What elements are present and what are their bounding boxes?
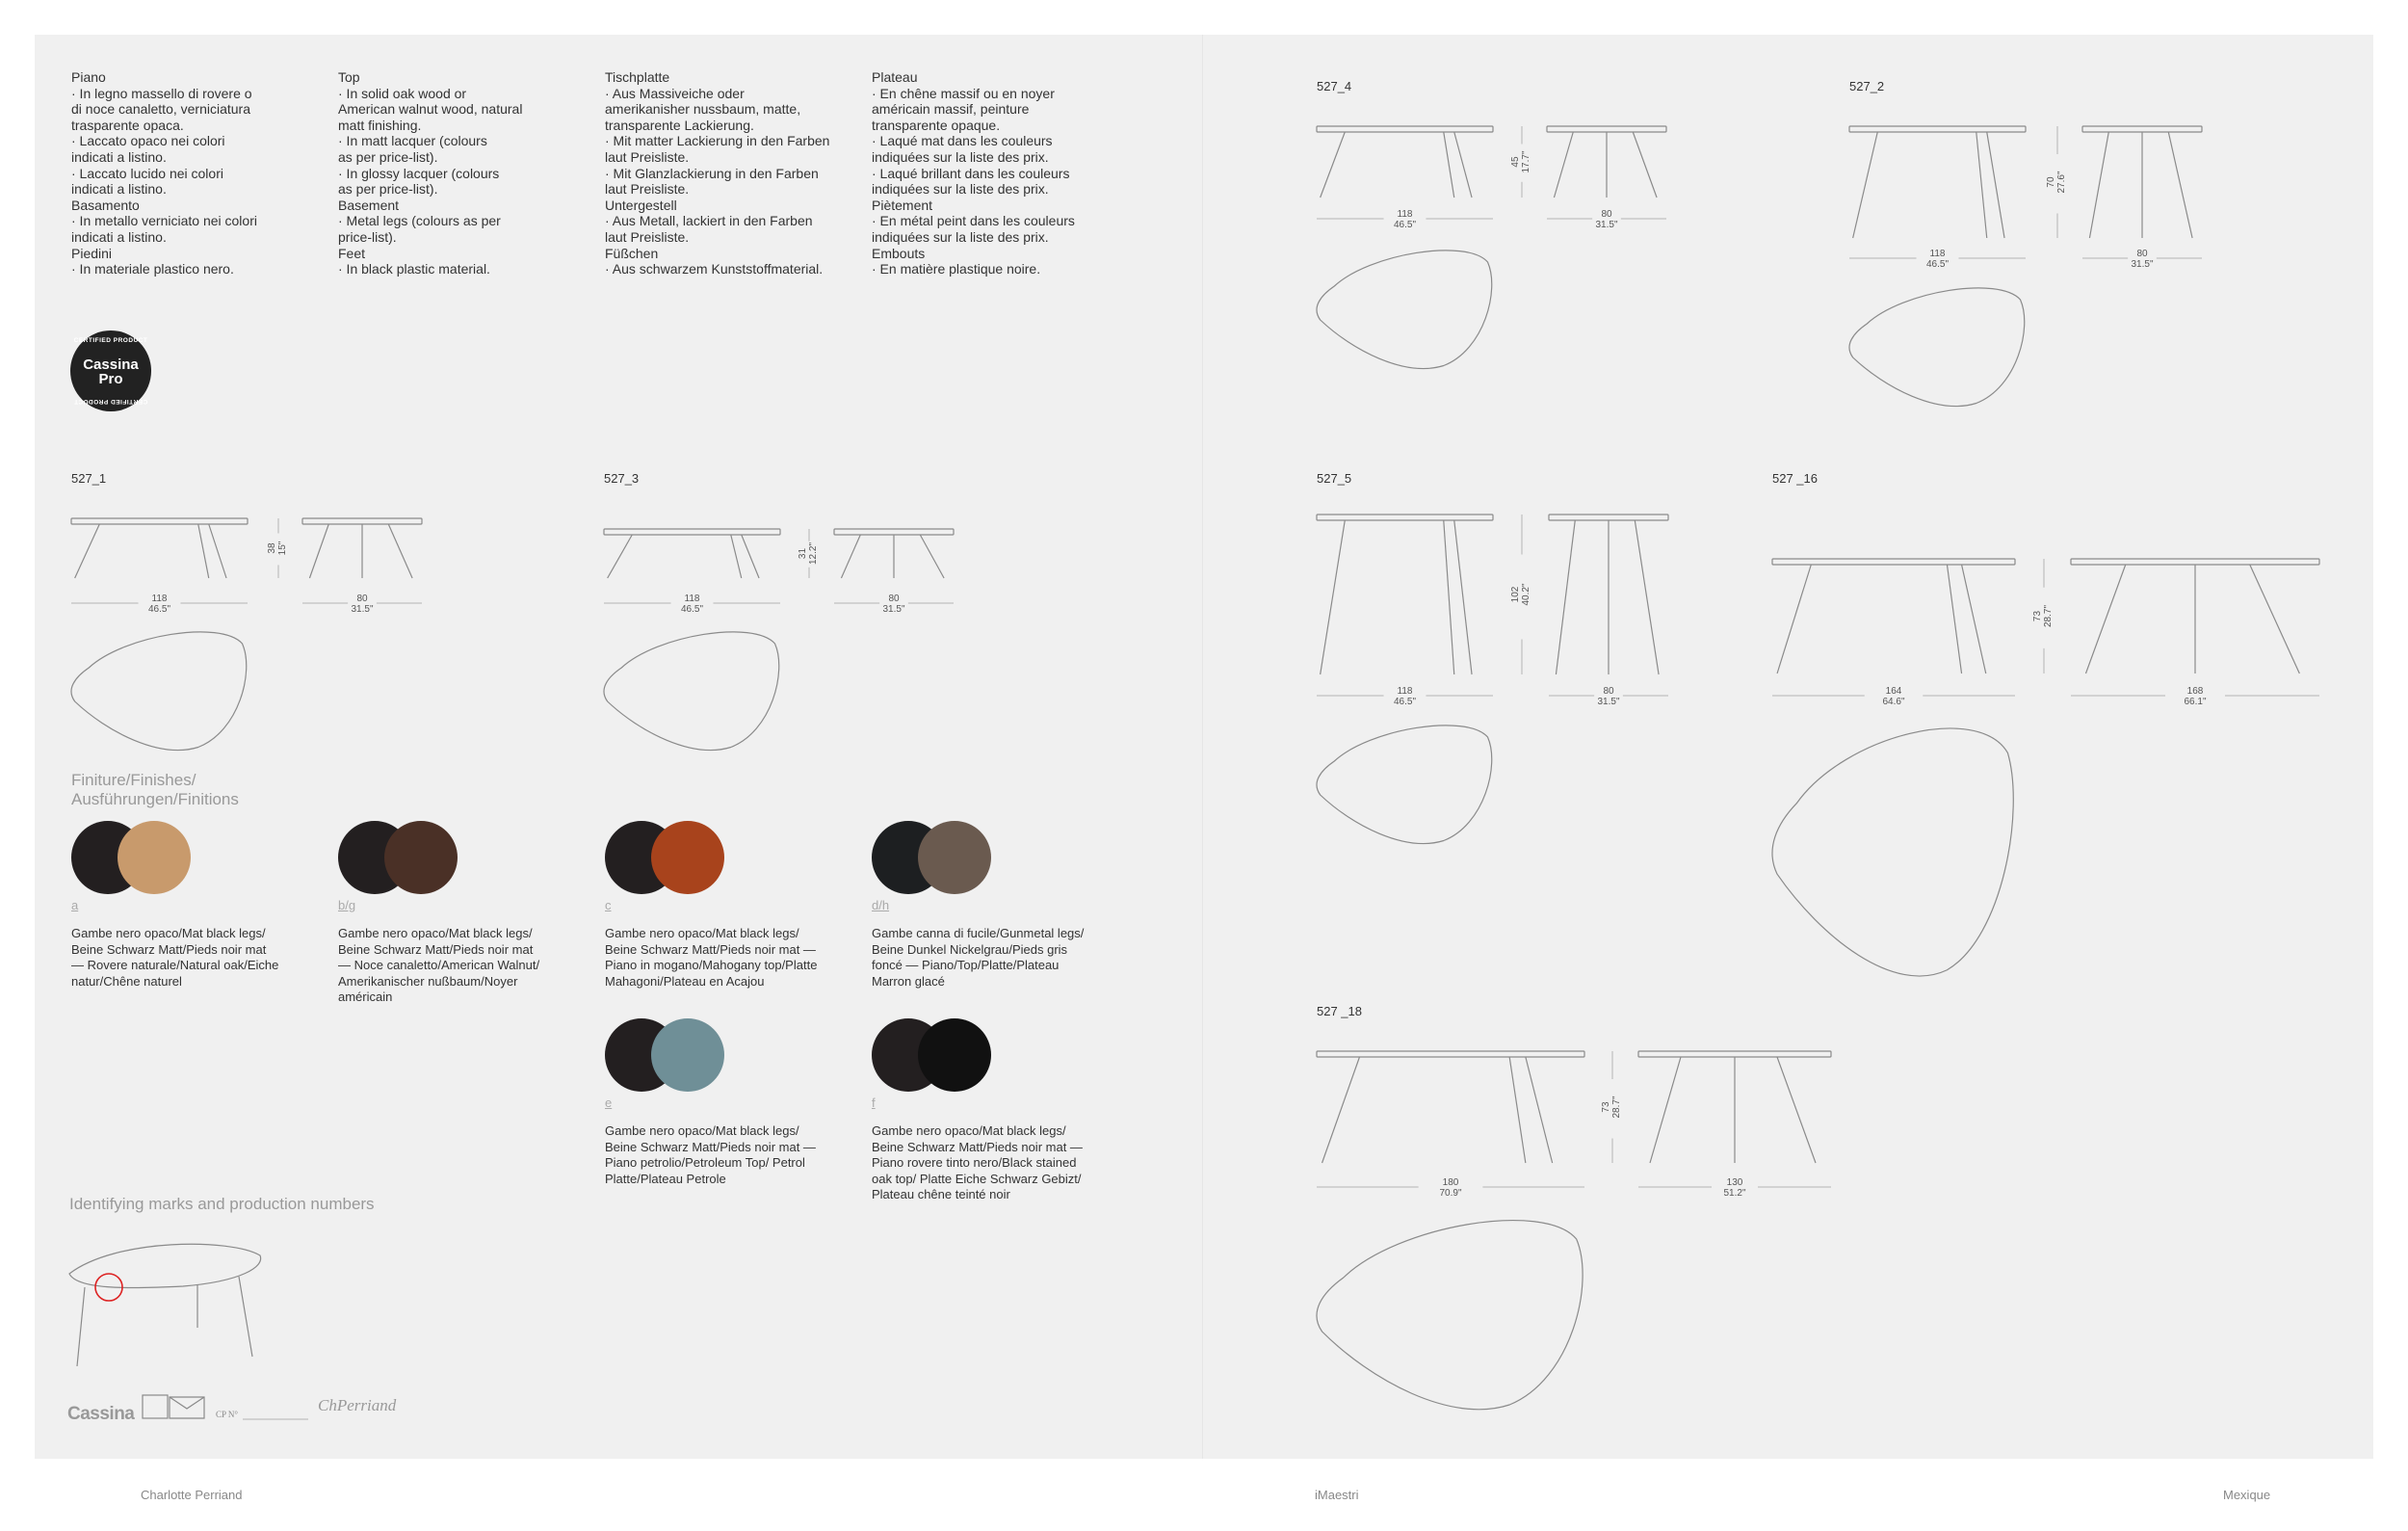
dimension-label: 80 bbox=[1601, 209, 1612, 220]
marks-table-leg bbox=[77, 1287, 85, 1366]
cp-logo-envelope bbox=[170, 1397, 204, 1418]
spec-line: Feet bbox=[338, 245, 366, 261]
finish-description-line: — Noce canaletto/American Walnut/ bbox=[338, 958, 540, 972]
dimension-label: 46.5" bbox=[1393, 697, 1417, 707]
finish-description bbox=[605, 926, 836, 990]
finish-top-swatch bbox=[651, 821, 724, 894]
finish-description-line: Beine Schwarz Matt/Pieds noir mat bbox=[71, 941, 267, 957]
table-leg bbox=[1987, 132, 2004, 238]
table-leg bbox=[75, 524, 100, 578]
spec-line: Piètement bbox=[872, 197, 933, 213]
spec-line: · In metallo verniciato nei colori bbox=[71, 213, 257, 229]
table-top-outline bbox=[1849, 126, 2026, 132]
dimension-label: 45 bbox=[1510, 156, 1521, 168]
finish-description-line: Gambe nero opaco/Mat black legs/ bbox=[872, 1123, 1066, 1138]
spec-line: Basamento bbox=[71, 197, 140, 213]
badge-ring-bottom: CERTIFIED PRODUCT bbox=[73, 398, 148, 405]
spec-line: Embouts bbox=[872, 245, 926, 261]
finish-description bbox=[605, 1123, 836, 1187]
dimension-label: 80 bbox=[1603, 686, 1614, 697]
finish-description-line: Gambe nero opaco/Mat black legs/ bbox=[71, 926, 266, 940]
spec-line: American walnut wood, natural bbox=[338, 101, 523, 118]
finish-description bbox=[71, 926, 302, 990]
marks-table-leg bbox=[239, 1277, 252, 1357]
dimension-label: 80 bbox=[888, 594, 900, 604]
model-code-527-5: 527_5 bbox=[1317, 471, 1352, 486]
spec-line: Piedini bbox=[71, 245, 113, 261]
spec-line: · Aus Metall, lackiert in den Farben bbox=[605, 213, 813, 229]
spec-line: trasparente opaca. bbox=[71, 117, 184, 133]
spec-line: laut Preisliste. bbox=[605, 181, 690, 198]
table-leg bbox=[841, 535, 860, 578]
finish-top-swatch bbox=[651, 1018, 724, 1092]
spec-line: indiquées sur la liste des prix. bbox=[872, 148, 1049, 165]
spec-line: Basement bbox=[338, 197, 400, 213]
table-leg bbox=[1444, 132, 1454, 198]
table-leg bbox=[209, 524, 226, 578]
table-leg bbox=[2085, 565, 2125, 673]
footer-collection: iMaestri bbox=[1315, 1488, 1359, 1502]
dimension-label: 28.7" bbox=[2043, 604, 2054, 628]
table-leg bbox=[1556, 520, 1575, 674]
finish-description-line: Platte/Plateau Petrole bbox=[605, 1171, 726, 1186]
cassina-logo: Cassina bbox=[67, 1404, 135, 1424]
finish-description bbox=[872, 1123, 1103, 1203]
spec-line: Top bbox=[338, 69, 360, 85]
spec-line: · Metal legs (colours as per bbox=[338, 213, 501, 229]
spec-line: Plateau bbox=[872, 69, 918, 85]
dimension-label: 15" bbox=[277, 541, 288, 556]
dimension-label: 31 bbox=[798, 547, 808, 560]
finish-description-line: Beine Dunkel Nickelgrau/Pieds gris bbox=[872, 941, 1068, 957]
spec-line: di noce canaletto, verniciatura bbox=[71, 101, 250, 118]
spec-line: · Aus schwarzem Kunststoffmaterial. bbox=[605, 261, 824, 277]
finish-code: e bbox=[605, 1095, 613, 1110]
table-leg bbox=[731, 535, 742, 578]
finish-code: b/g bbox=[338, 898, 356, 912]
table-leg bbox=[1509, 1057, 1526, 1163]
finish-description bbox=[872, 926, 1103, 990]
model-code-527-18: 527 _18 bbox=[1317, 1004, 1362, 1018]
table-leg bbox=[1526, 1057, 1553, 1163]
table-leg bbox=[1322, 1057, 1360, 1163]
table-top-outline bbox=[302, 518, 422, 524]
table-leg bbox=[388, 524, 412, 578]
badge-line-1: Cassina bbox=[83, 356, 139, 373]
dimension-label: 27.6" bbox=[2056, 171, 2067, 194]
finish-description-line: Piano petrolio/Petroleum Top/ Petrol bbox=[605, 1155, 805, 1170]
finish-description-line: Beine Schwarz Matt/Pieds noir mat — bbox=[605, 941, 816, 957]
finish-code: d/h bbox=[872, 898, 890, 912]
table-top-plan bbox=[1317, 1221, 1583, 1410]
dimension-label: 73 bbox=[2032, 610, 2043, 622]
spec-line: indiquées sur la liste des prix. bbox=[872, 181, 1049, 198]
finish-top-swatch bbox=[384, 821, 458, 894]
finish-description-line: Plateau chêne teinté noir bbox=[872, 1187, 1010, 1201]
dimension-label: 17.7" bbox=[1521, 150, 1531, 173]
model-code-527-2: 527_2 bbox=[1849, 79, 1885, 93]
finishes-title-line-1: Finiture/Finishes/ bbox=[71, 771, 196, 789]
dimension-label: 118 bbox=[1397, 686, 1413, 697]
table-top-outline bbox=[1317, 515, 1493, 520]
dimension-label: 66.1" bbox=[2184, 697, 2207, 707]
finish-description bbox=[338, 926, 569, 1006]
table-leg bbox=[309, 524, 328, 578]
finish-description-line: Piano rovere tinto nero/Black stained bbox=[872, 1155, 1077, 1170]
spec-line: · Laccato lucido nei colori bbox=[71, 165, 223, 181]
dimension-label: 31.5" bbox=[882, 604, 905, 615]
perriand-signature: ChPerriand bbox=[318, 1396, 397, 1414]
table-top-plan bbox=[1849, 288, 2025, 407]
table-leg bbox=[1633, 132, 1657, 198]
spec-line: transparente Lackierung. bbox=[605, 117, 754, 133]
table-leg bbox=[1650, 1057, 1681, 1163]
marks-table-top bbox=[69, 1244, 261, 1287]
spec-line: · Aus Massiveiche oder bbox=[605, 85, 745, 101]
finish-description-line: Gambe nero opaco/Mat black legs/ bbox=[605, 1123, 799, 1138]
spec-line: · Mit Glanzlackierung in den Farben bbox=[605, 165, 819, 181]
dimension-label: 168 bbox=[2186, 686, 2204, 697]
dimension-label: 118 bbox=[1929, 249, 1946, 259]
table-top-outline bbox=[1317, 126, 1493, 132]
spec-line: indicati a listino. bbox=[71, 148, 167, 165]
table-leg bbox=[920, 535, 944, 578]
model-code-527-1: 527_1 bbox=[71, 471, 107, 486]
table-top-outline bbox=[1547, 126, 1666, 132]
dimension-label: 102 bbox=[1510, 586, 1521, 603]
dimension-label: 70 bbox=[2046, 176, 2056, 188]
table-top-outline bbox=[1549, 515, 1668, 520]
dimension-label: 70.9" bbox=[1439, 1188, 1462, 1199]
spec-line: Füßchen bbox=[605, 245, 659, 261]
spec-line: transparente opaque. bbox=[872, 117, 1001, 133]
spec-line: · Laqué brillant dans les couleurs bbox=[872, 165, 1070, 181]
spec-line: Piano bbox=[71, 69, 106, 85]
table-top-outline bbox=[834, 529, 954, 535]
table-leg bbox=[1454, 520, 1472, 674]
spec-line: · En métal peint dans les couleurs bbox=[872, 213, 1075, 229]
dimension-label: 46.5" bbox=[1393, 220, 1417, 230]
spec-line: · En matière plastique noire. bbox=[872, 261, 1041, 277]
table-leg bbox=[1976, 132, 1987, 238]
spec-line: · En chêne massif ou en noyer bbox=[872, 85, 1055, 101]
spec-line: price-list). bbox=[338, 228, 397, 245]
dimension-label: 73 bbox=[1601, 1101, 1611, 1113]
badge-line-2: Pro bbox=[98, 371, 123, 387]
model-code-527-16: 527 _16 bbox=[1772, 471, 1818, 486]
finish-top-swatch bbox=[118, 821, 191, 894]
table-leg bbox=[742, 535, 759, 578]
spec-line: · In matt lacquer (colours bbox=[338, 133, 487, 149]
finish-description-line: Gambe canna di fucile/Gunmetal legs/ bbox=[872, 926, 1085, 940]
table-top-outline bbox=[604, 529, 780, 535]
finish-description-line: Piano in mogano/Mahogany top/Platte bbox=[605, 958, 818, 972]
dimension-label: 80 bbox=[2136, 249, 2148, 259]
spec-line: laut Preisliste. bbox=[605, 148, 690, 165]
table-leg bbox=[1554, 132, 1573, 198]
finishes-title-line-2: Ausführungen/Finitions bbox=[71, 790, 239, 808]
table-top-plan bbox=[1317, 251, 1492, 369]
finish-description-line: Beine Schwarz Matt/Pieds noir mat bbox=[338, 941, 534, 957]
table-top-plan bbox=[1317, 726, 1492, 844]
dimension-label: 118 bbox=[684, 594, 700, 604]
model-code-527-3: 527_3 bbox=[604, 471, 640, 486]
finishes-title bbox=[71, 771, 239, 809]
badge-ring-top: CERTIFIED PRODUCT bbox=[73, 337, 148, 344]
dimension-label: 31.5" bbox=[1595, 220, 1618, 230]
finish-description-line: Beine Schwarz Matt/Pieds noir mat — bbox=[872, 1139, 1083, 1154]
cp-number-label: CP N° bbox=[216, 1410, 239, 1419]
dimension-label: 31.5" bbox=[2131, 259, 2154, 270]
dimension-label: 164 bbox=[1885, 686, 1902, 697]
table-leg bbox=[1777, 565, 1811, 673]
finish-description-line: Mahagoni/Plateau en Acajou bbox=[605, 973, 765, 989]
table-leg bbox=[1853, 132, 1878, 238]
spec-line: as per price-list). bbox=[338, 148, 438, 165]
model-code-527-4: 527_4 bbox=[1317, 79, 1352, 93]
table-top-plan bbox=[1772, 728, 2013, 976]
table-leg bbox=[2089, 132, 2108, 238]
table-top-plan bbox=[604, 632, 779, 751]
spec-line: · Laccato opaco nei colori bbox=[71, 133, 225, 149]
finish-code: f bbox=[872, 1095, 876, 1110]
spec-line: amerikanisher nussbaum, matte, bbox=[605, 101, 801, 118]
table-top-outline bbox=[2071, 559, 2319, 565]
footer-author: Charlotte Perriand bbox=[141, 1488, 243, 1502]
dimension-label: 38 bbox=[267, 542, 277, 554]
finish-description-line: Amerikanischer nußbaum/Noyer bbox=[338, 973, 518, 989]
dimension-label: 180 bbox=[1442, 1177, 1459, 1188]
spec-line: as per price-list). bbox=[338, 181, 438, 198]
spec-line: · Mit matter Lackierung in den Farben bbox=[605, 133, 830, 149]
spec-line: · In legno massello di rovere o bbox=[71, 85, 252, 101]
spec-line: matt finishing. bbox=[338, 117, 422, 133]
spec-line: · In solid oak wood or bbox=[338, 85, 467, 101]
table-leg bbox=[1321, 520, 1346, 674]
finish-description-line: américain bbox=[338, 990, 393, 1004]
finish-description-line: Beine Schwarz Matt/Pieds noir mat — bbox=[605, 1139, 816, 1154]
dimension-label: 118 bbox=[1397, 209, 1413, 220]
spec-line: Tischplatte bbox=[605, 69, 670, 85]
finish-description-line: — Rovere naturale/Natural oak/Eiche bbox=[71, 958, 279, 972]
finish-description-line: Gambe nero opaco/Mat black legs/ bbox=[605, 926, 799, 940]
marks-title: Identifying marks and production numbers bbox=[69, 1195, 375, 1213]
table-leg bbox=[1777, 1057, 1816, 1163]
table-leg bbox=[1454, 132, 1472, 198]
spec-line: · Laqué mat dans les couleurs bbox=[872, 133, 1053, 149]
table-leg bbox=[2168, 132, 2192, 238]
table-leg bbox=[1947, 565, 1961, 673]
table-top-outline bbox=[71, 518, 248, 524]
finish-top-swatch bbox=[918, 821, 991, 894]
table-leg bbox=[608, 535, 633, 578]
finish-top-swatch bbox=[918, 1018, 991, 1092]
dimension-label: 46.5" bbox=[147, 604, 171, 615]
spec-line: indicati a listino. bbox=[71, 181, 167, 198]
dimension-label: 46.5" bbox=[1925, 259, 1950, 270]
table-leg bbox=[1962, 565, 1986, 673]
table-leg bbox=[1444, 520, 1454, 674]
spec-line: américain massif, peinture bbox=[872, 101, 1030, 118]
finish-description-line: foncé — Piano/Top/Platte/Plateau bbox=[872, 958, 1060, 972]
table-top-outline bbox=[1317, 1051, 1584, 1057]
table-top-outline bbox=[1638, 1051, 1831, 1057]
dimension-label: 80 bbox=[356, 594, 368, 604]
dimension-label: 31.5" bbox=[351, 604, 374, 615]
table-leg bbox=[2250, 565, 2300, 673]
dimension-label: 64.6" bbox=[1882, 697, 1905, 707]
spec-line: · In black plastic material. bbox=[338, 261, 490, 277]
spec-line: indicati a listino. bbox=[71, 228, 167, 245]
dimension-label: 46.5" bbox=[680, 604, 704, 615]
table-leg bbox=[1635, 520, 1659, 674]
finish-code: a bbox=[71, 898, 79, 912]
finish-description-line: Gambe nero opaco/Mat black legs/ bbox=[338, 926, 533, 940]
cp-logo-box bbox=[143, 1395, 168, 1418]
dimension-label: 31.5" bbox=[1597, 697, 1620, 707]
spec-line: Untergestell bbox=[605, 197, 677, 213]
footer-product-name: Mexique bbox=[2223, 1488, 2271, 1502]
table-leg bbox=[1321, 132, 1346, 198]
spec-line: · In glossy lacquer (colours bbox=[338, 165, 500, 181]
dimension-label: 12.2" bbox=[808, 541, 819, 566]
finish-description-line: natur/Chêne naturel bbox=[71, 973, 182, 989]
finish-code: c bbox=[605, 898, 612, 912]
dimension-label: 51.2" bbox=[1723, 1188, 1746, 1199]
spec-line: indiquées sur la liste des prix. bbox=[872, 228, 1049, 245]
finish-description-line: Marron glacé bbox=[872, 973, 945, 989]
dimension-label: 118 bbox=[151, 594, 168, 604]
finish-description-line: oak top/ Platte Eiche Schwarz Gebizt/ bbox=[872, 1171, 1082, 1186]
table-top-outline bbox=[2082, 126, 2202, 132]
dimension-label: 28.7" bbox=[1611, 1095, 1622, 1119]
table-top-plan bbox=[71, 632, 247, 751]
table-top-outline bbox=[1772, 559, 2015, 565]
table-leg bbox=[198, 524, 209, 578]
spec-line: laut Preisliste. bbox=[605, 228, 690, 245]
spec-line: · In materiale plastico nero. bbox=[71, 261, 234, 277]
dimension-label: 40.2" bbox=[1521, 583, 1531, 606]
dimension-label: 130 bbox=[1726, 1177, 1743, 1188]
